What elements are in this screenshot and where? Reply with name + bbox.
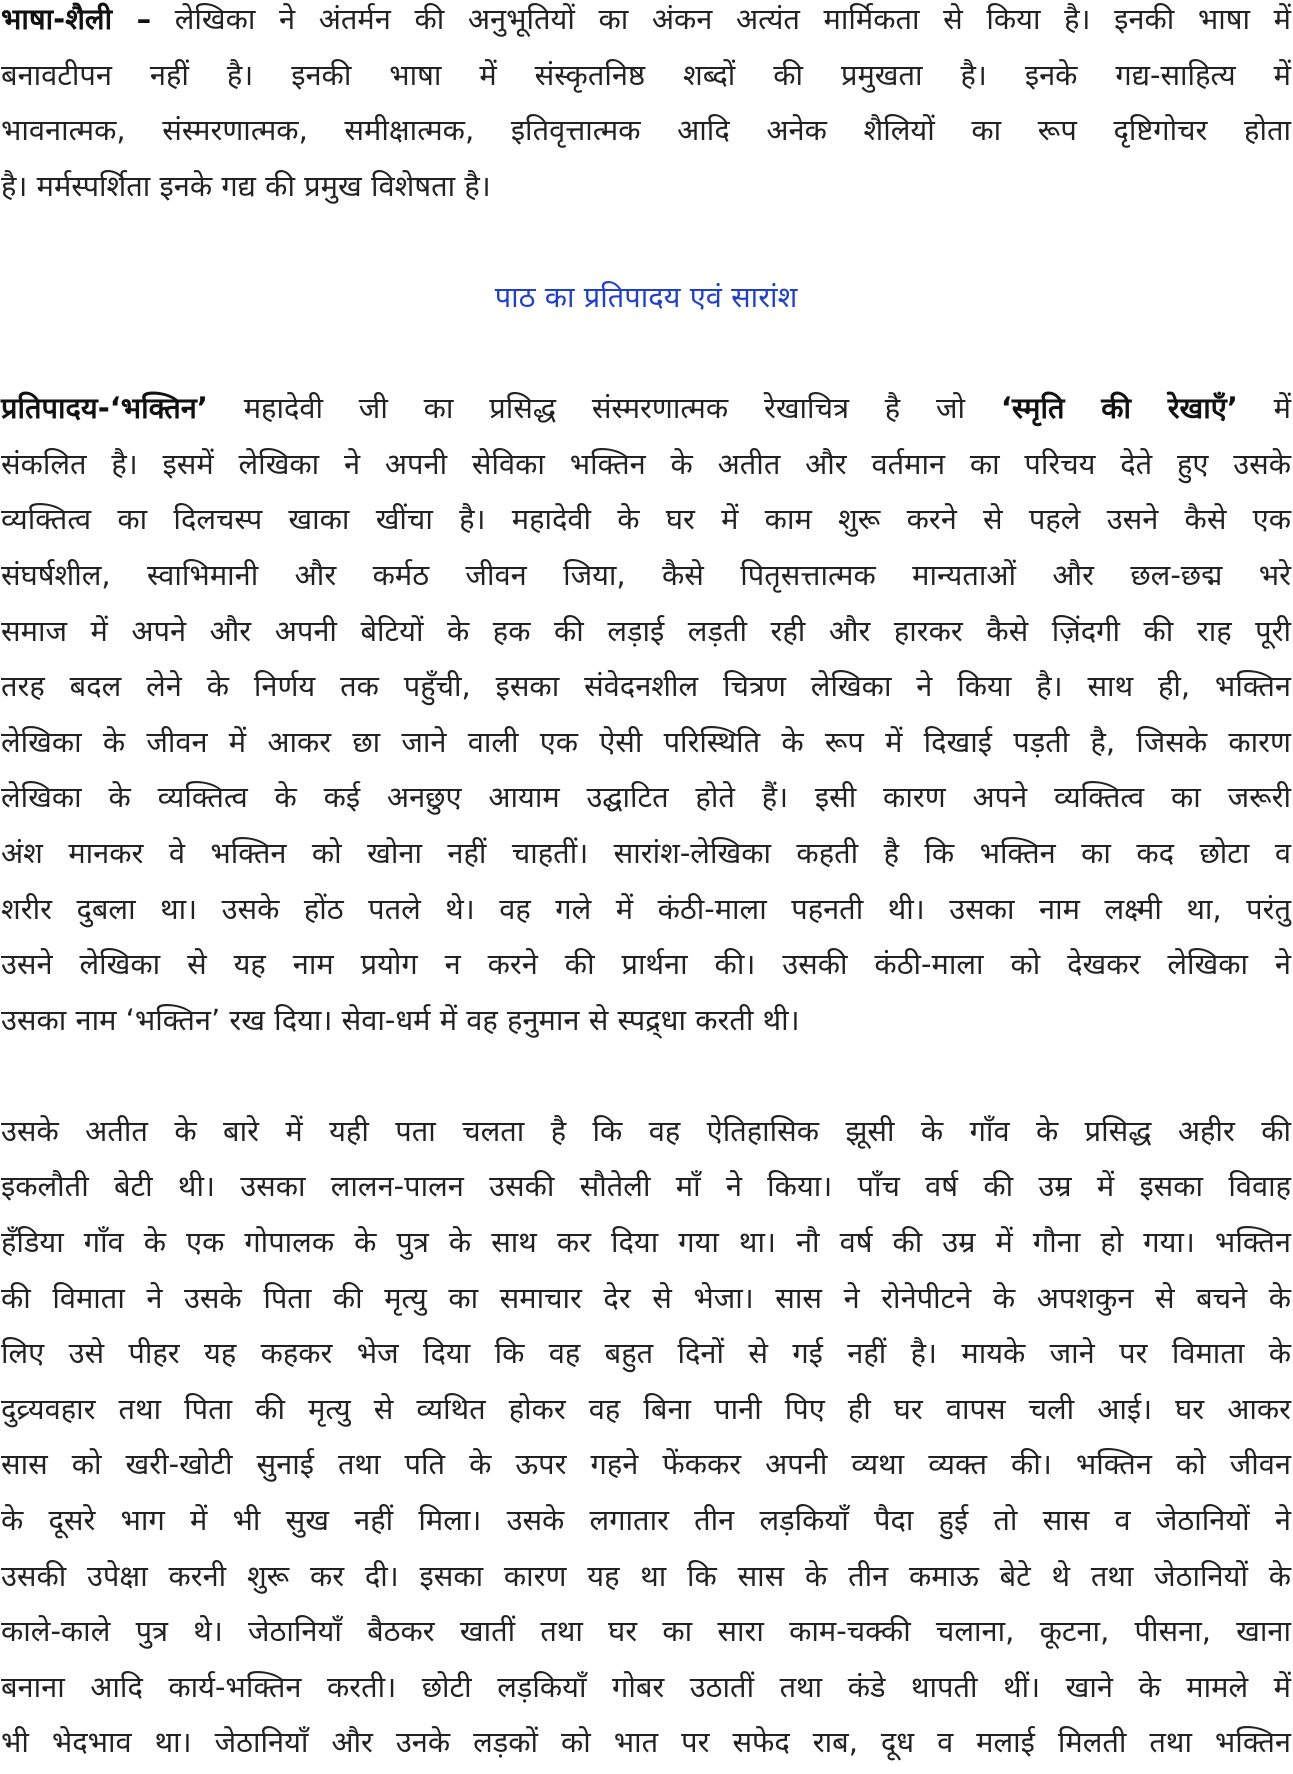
text-segment: दुव्र्यवहार तथा पिता की मृत्यु से व्यथित होकर वह बिना पानी पिए ही घर वापस चली आई। घर आकर <box>1 1391 1291 1426</box>
text-line <box>1 715 1291 771</box>
text-segment: लेखिका के व्यक्तित्व के कई अनछुए आयाम उद्घाटित होते हैं। इसी कारण अपने व्यक्तित्व का जरूरी <box>1 780 1291 815</box>
text-line <box>1 659 1291 715</box>
paragraph-spacer <box>1 1048 1291 1104</box>
text-segment: उसकी उपेक्षा करनी शुरू कर दी। इसका कारण यह था कि सास के तीन कमाऊ बेटे थे तथा जेठानियों के <box>1 1558 1291 1593</box>
text-segment: भी भेदभाव था। जेठानियाँ और उनके लड़कों को भात पर सफेद राब, दूध व मलाई मिलती तथा भक्तिन <box>1 1725 1291 1760</box>
text-segment: लिए उसे पीहर यह कहकर भेज दिया कि वह बहुत दिनों से गई नहीं है। मायके जाने पर विमाता के <box>1 1336 1291 1371</box>
text-line <box>1 103 1291 159</box>
text-line <box>1 770 1291 826</box>
text-line <box>1 1159 1291 1215</box>
text-line <box>1 882 1291 938</box>
text-segment: है। मर्मस्पर्शिता इनके गद्य की प्रमुख विशेषता है। <box>1 168 491 203</box>
text-segment: लेखिका के जीवन में आकर छा जाने वाली एक ऐसी परिस्थिति के रूप में दिखाई पड़ती है, जिसके कारण <box>1 724 1291 759</box>
text-segment: लेखिका ने अंतर्मन की अनुभूतियों का अंकन अत्यंत मार्मिकता से किया है। इनकी भाषा में <box>151 2 1291 36</box>
text-segment: व्यक्तित्व का दिलचस्प खाका खींचा है। महादेवी के घर में काम शुरू करने से पहले उसने कैसे एक <box>1 502 1291 537</box>
text-line <box>1 1604 1291 1660</box>
text-line <box>1 1437 1291 1493</box>
text-line <box>1 604 1291 660</box>
text-line <box>1 937 1291 993</box>
text-line <box>1 1326 1291 1382</box>
text-segment: में <box>1237 391 1292 426</box>
text-segment: उसके अतीत के बारे में यही पता चलता है कि वह ऐतिहासिक झूसी के गाँव के प्रसिद्ध अहीर की <box>1 1113 1291 1148</box>
text-segment: की विमाता ने उसके पिता की मृत्यु का समाचार देर से भेजा। सास ने रोनेपीटने के अपशकुन से बचने के <box>1 1280 1291 1315</box>
document-body <box>1 0 1291 1771</box>
text-segment: समाज में अपने और अपनी बेटियों के हक की लड़ाई लड़ती रही और हारकर कैसे ज़िंदगी की राह पूरी <box>1 613 1291 648</box>
text-segment: शरीर दुबला था। उसके होंठ पतले थे। वह गले में कंठी-माला पहनती थी। उसका नाम लक्ष्मी था, परंतु <box>1 891 1291 926</box>
text-line <box>1 1382 1291 1438</box>
text-segment: भावनात्मक, संस्मरणात्मक, समीक्षात्मक, इतिवृत्तात्मक आदि अनेक शैलियों का रूप दृष्टिगोचर होता <box>1 113 1291 148</box>
text-line <box>1 492 1291 548</box>
text-segment: महादेवी जी का प्रसिद्ध संस्मरणात्मक रेखाचित्र है जो <box>207 391 1001 426</box>
paragraph <box>1 1104 1291 1771</box>
text-line <box>1 548 1291 604</box>
text-segment: बनावटीपन नहीं है। इनकी भाषा में संस्कृतनिष्ठ शब्दों की प्रमुखता है। इनके गद्य-साहित्य में <box>1 57 1291 92</box>
paragraph-spacer <box>1 214 1291 270</box>
text-segment: सास को खरी-खोटी सुनाई तथा पति के ऊपर गहने फेंककर अपनी व्यथा व्यक्त की। भक्तिन को जीवन <box>1 1447 1291 1482</box>
text-segment: काले-काले पुत्र थे। जेठानियाँ बैठकर खातीं तथा घर का सारा काम-चक्की चलाना, कूटना, पीसना, खाना <box>1 1614 1291 1649</box>
text-line <box>1 0 1291 48</box>
text-segment: संकलित है। इसमें लेखिका ने अपनी सेविका भक्तिन के अतीत और वर्तमान का परिचय देते हुए उसके <box>1 446 1291 481</box>
text-line <box>1 1715 1291 1771</box>
bold-text: भाषा-शैली – <box>1 2 152 36</box>
paragraph-spacer <box>1 326 1291 382</box>
bold-text: प्रतिपादय-‘भक्तिन’ <box>1 391 208 426</box>
text-line <box>1 1215 1291 1271</box>
text-segment: बनाना आदि कार्य-भक्तिन करती। छोटी लड़कियाँ गोबर उठातीं तथा कंडे थापती थीं। खाने के मामले में <box>1 1669 1291 1704</box>
bold-text: ‘स्मृति की रेखाएँ’ <box>1000 391 1238 426</box>
text-segment: के दूसरे भाग में भी सुख नहीं मिला। उसके लगातार तीन लड़कियाँ पैदा हुई तो सास व जेठानियों ने <box>1 1503 1291 1538</box>
text-segment: संघर्षशील, स्वाभिमानी और कर्मठ जीवन जिया, कैसे पितृसत्तात्मक मान्यताओं और छल-छद्म भरे <box>1 557 1291 592</box>
text-line <box>1 48 1291 104</box>
text-line <box>1 1104 1291 1160</box>
text-segment: तरह बदल लेने के निर्णय तक पहुँची, इसका संवेदनशील चित्रण लेखिका ने किया है। साथ ही, भक्तिन <box>1 669 1291 704</box>
text-line <box>1 381 1291 437</box>
text-line <box>1 993 1291 1049</box>
text-line <box>1 1660 1291 1716</box>
text-line <box>1 1493 1291 1549</box>
text-segment: इकलौती बेटी थी। उसका लालन-पालन उसकी सौतेली माँ ने किया। पाँच वर्ष की उम्र में इसका विवाह <box>1 1169 1291 1204</box>
paragraph <box>1 0 1291 214</box>
text-line <box>1 437 1291 493</box>
text-segment: उसका नाम ‘भक्तिन’ रख दिया। सेवा-धर्म में वह हनुमान से स्पद्र्धा करती थी। <box>1 1002 800 1037</box>
text-line <box>1 826 1291 882</box>
text-segment: हँडिया गाँव के एक गोपालक के पुत्र के साथ कर दिया गया था। नौ वर्ष की उम्र में गौना हो गया। भक्तिन <box>1 1225 1291 1260</box>
text-segment: उसने लेखिका से यह नाम प्रयोग न करने की प्रार्थना की। उसकी कंठी-माला को देखकर लेखिका ने <box>1 947 1291 982</box>
text-line <box>1 1271 1291 1327</box>
text-line <box>1 1549 1291 1605</box>
text-segment: अंश मानकर वे भक्तिन को खोना नहीं चाहतीं। सारांश-लेखिका कहती है कि भक्तिन का कद छोटा व <box>1 835 1291 870</box>
text-line <box>1 159 1291 215</box>
section-heading: पाठ का प्रतिपादय एवं सारांश <box>494 279 798 314</box>
paragraph <box>1 381 1291 1048</box>
